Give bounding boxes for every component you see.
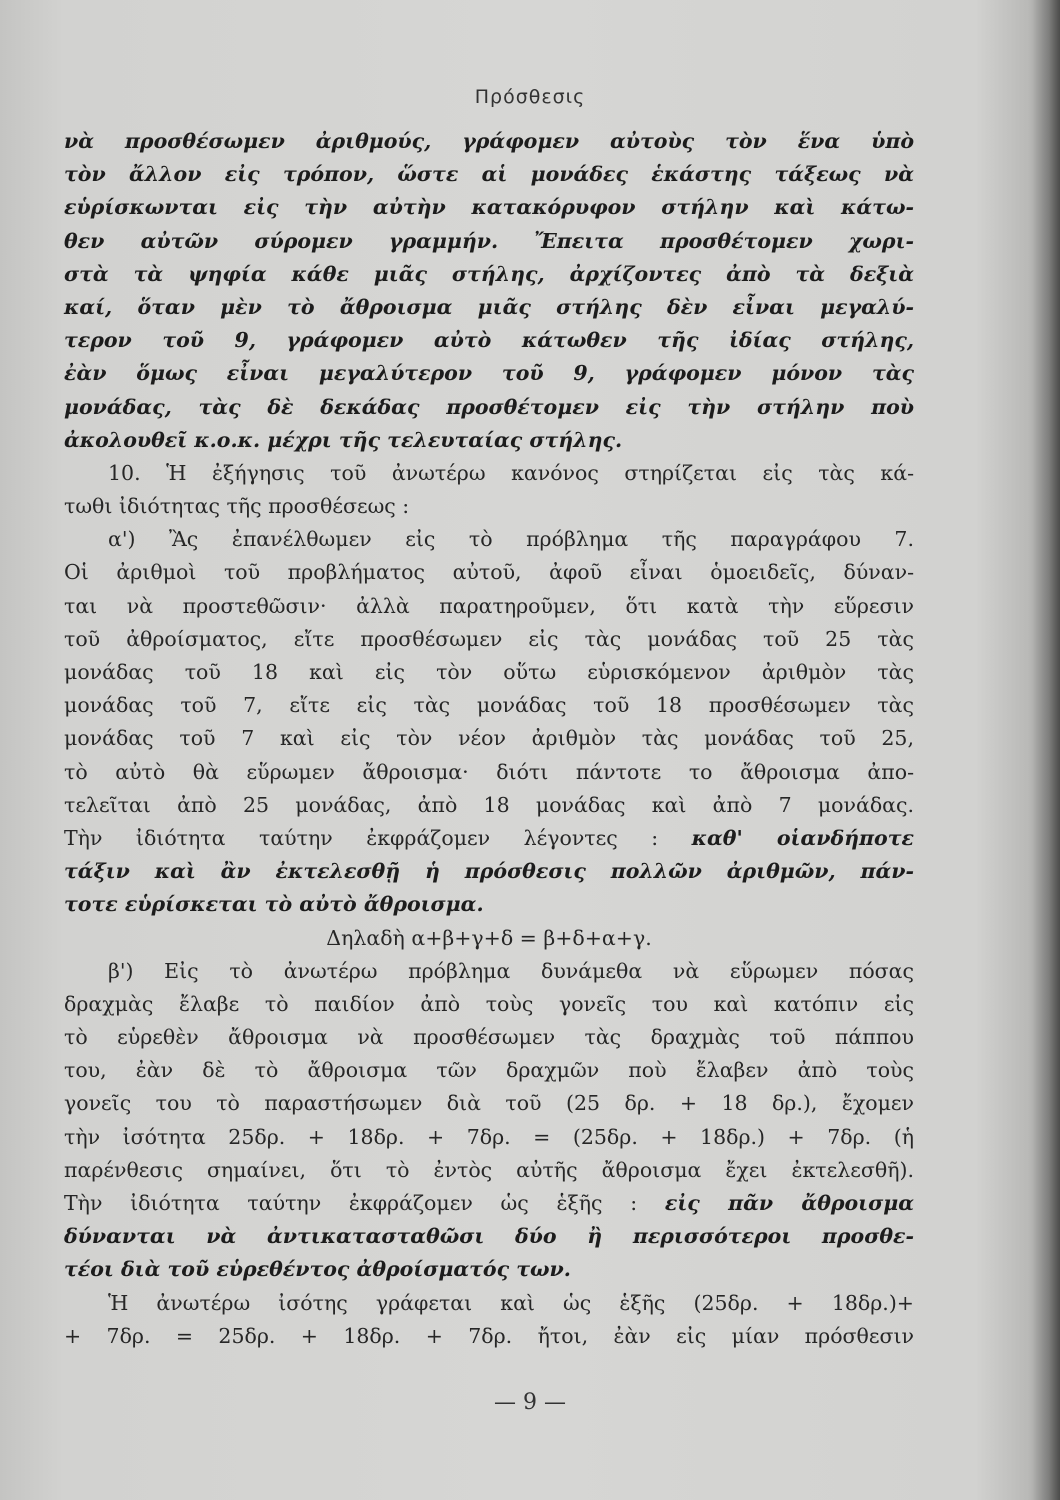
text-line: τὴν ἰσότητα 25δρ. + 18δρ. + 7δρ. = (25δρ. + 18δρ.) + 7δρ. (ἡ	[64, 1124, 914, 1149]
text-line: μονάδας τοῦ 7, εἴτε εἰς τὰς μονάδας τοῦ 18 προσθέσωμεν τὰς	[64, 693, 914, 718]
text-line: στὰ τὰ ψηφία κάθε μιᾶς στήλης, ἀρχίζοντες ἀπὸ τὰ δεξιὰ	[64, 261, 914, 286]
text-line: δύνανται νὰ ἀντικατασταθῶσι δύο ἢ περισσότεροι προσθε-	[64, 1224, 914, 1249]
text-line: καί, ὅταν μὲν τὸ ἄθροισμα μιᾶς στήλης δὲν εἶναι μεγαλύ-	[64, 294, 914, 319]
text-line: Ἡ ἀνωτέρω ἰσότης γράφεται καὶ ὡς ἑξῆς (25δρ. + 18δρ.)+	[108, 1290, 914, 1315]
text-line: α') Ἂς ἐπανέλθωμεν εἰς τὸ πρόβλημα τῆς παραγράφου 7.	[108, 527, 914, 552]
text-line: Δηλαδὴ α+β+γ+δ = β+δ+α+γ.	[326, 925, 652, 950]
text-line: τάξιν καὶ ἂν ἐκτελεσθῇ ἡ πρόσθεσις πολλῶν ἀριθμῶν, πάν-	[64, 859, 914, 884]
text-line: τοτε εὑρίσκεται τὸ αὐτὸ ἄθροισμα.	[64, 892, 484, 917]
running-header: Πρόσθεσις	[474, 86, 586, 108]
text-line: παρένθεσις σημαίνει, ὅτι τὸ ἐντὸς αὐτῆς ἄθροισμα ἔχει ἐκτελεσθῆ).	[64, 1157, 914, 1182]
text-line: ἐὰν ὅμως εἶναι μεγαλύτερον τοῦ 9, γράφομεν μόνον τὰς	[64, 361, 914, 386]
page-edge-shadow	[1032, 0, 1060, 1500]
text-line: τὸ εὑρεθὲν ἄθροισμα νὰ προσθέσωμεν τὰς δραχμὰς τοῦ πάππου	[64, 1025, 914, 1050]
text-line: γονεῖς του τὸ παραστήσωμεν διὰ τοῦ (25 δρ. + 18 δρ.), ἔχομεν	[64, 1091, 914, 1116]
text-line: τερον τοῦ 9, γράφομεν αὐτὸ κάτωθεν τῆς ἰδίας στήλης,	[64, 328, 914, 353]
page-number: — 9 —	[494, 1390, 566, 1415]
text-line: 10. Ἡ ἐξήγησις τοῦ ἀνωτέρω κανόνος στηρίζεται εἰς τὰς κά-	[108, 460, 914, 485]
text-line: Οἱ ἀριθμοὶ τοῦ προβλήματος αὐτοῦ, ἀφοῦ εἶναι ὁμοειδεῖς, δύναν-	[64, 560, 914, 585]
text-line: β') Εἰς τὸ ἀνωτέρω πρόβλημα δυνάμεθα νὰ εὕρωμεν πόσας	[108, 958, 914, 983]
text-line	[64, 1187, 914, 1220]
text-line: τοῦ ἀθροίσματος, εἴτε προσθέσωμεν εἰς τὰς μονάδας τοῦ 25 τὰς	[64, 626, 914, 651]
text-line: τὸ αὐτὸ θὰ εὕρωμεν ἄθροισμα· διότι πάντοτε το ἄθροισμα ἀπο-	[64, 759, 914, 784]
text-line: θεν αὐτῶν σύρομεν γραμμήν. Ἔπειτα προσθέτομεν χωρι-	[64, 228, 914, 253]
text-line: μονάδας τοῦ 18 καὶ εἰς τὸν οὕτω εὑρισκόμενον ἀριθμὸν τὰς	[64, 660, 914, 684]
text-line	[64, 822, 914, 855]
text-line: τέοι διὰ τοῦ εὑρεθέντος ἀθροίσματός των.	[64, 1257, 571, 1282]
text-line-regular: Τὴν ἰδιότητα ταύτην ἐκφράζομεν ὡς ἑξῆς :	[64, 1191, 665, 1215]
text-line-emphasis: εἰς πᾶν ἄθροισμα	[664, 1191, 914, 1215]
text-line: μονάδας τοῦ 7 καὶ εἰς τὸν νέον ἀριθμὸν τὰς μονάδας τοῦ 25,	[64, 726, 914, 751]
text-line: τὸν ἄλλον εἰς τρόπον, ὥστε αἱ μονάδες ἑκάστης τάξεως νὰ	[64, 162, 914, 187]
text-line: νὰ προσθέσωμεν ἀριθμούς, γράφομεν αὐτοὺς τὸν ἕνα ὑπὸ	[64, 129, 914, 153]
text-line: εὑρίσκωνται εἰς τὴν αὐτὴν κατακόρυφον στήλην καὶ κάτω-	[64, 195, 914, 220]
text-line: ται νὰ προστεθῶσιν· ἀλλὰ παρατηροῦμεν, ὅτι κατὰ τὴν εὕρεσιν	[64, 593, 914, 618]
text-line: δραχμὰς ἔλαβε τὸ παιδίον ἀπὸ τοὺς γονεῖς του καὶ κατόπιν εἰς	[64, 991, 914, 1016]
page-body-text	[64, 125, 914, 1353]
text-line: + 7δρ. = 25δρ. + 18δρ. + 7δρ. ἤτοι, ἐὰν εἰς μίαν πρόσθεσιν	[64, 1323, 914, 1348]
text-line: τελεῖται ἀπὸ 25 μονάδας, ἀπὸ 18 μονάδας καὶ ἀπὸ 7 μονάδας.	[64, 792, 914, 817]
text-line: μονάδας, τὰς δὲ δεκάδας προσθέτομεν εἰς τὴν στήλην ποὺ	[64, 394, 914, 419]
text-line: τωθι ἰδιότητας τῆς προσθέσεως :	[64, 494, 410, 519]
text-line-emphasis: καθ' οἱανδήποτε	[691, 825, 914, 850]
text-line-regular: Τὴν ἰδιότητα ταύτην ἐκφράζομεν λέγοντες :	[64, 825, 692, 850]
text-line: του, ἐὰν δὲ τὸ ἄθροισμα τῶν δραχμῶν ποὺ ἔλαβεν ἀπὸ τοὺς	[64, 1058, 914, 1083]
text-line: ἀκολουθεῖ κ.ο.κ. μέχρι τῆς τελευταίας στήλης.	[64, 427, 623, 452]
